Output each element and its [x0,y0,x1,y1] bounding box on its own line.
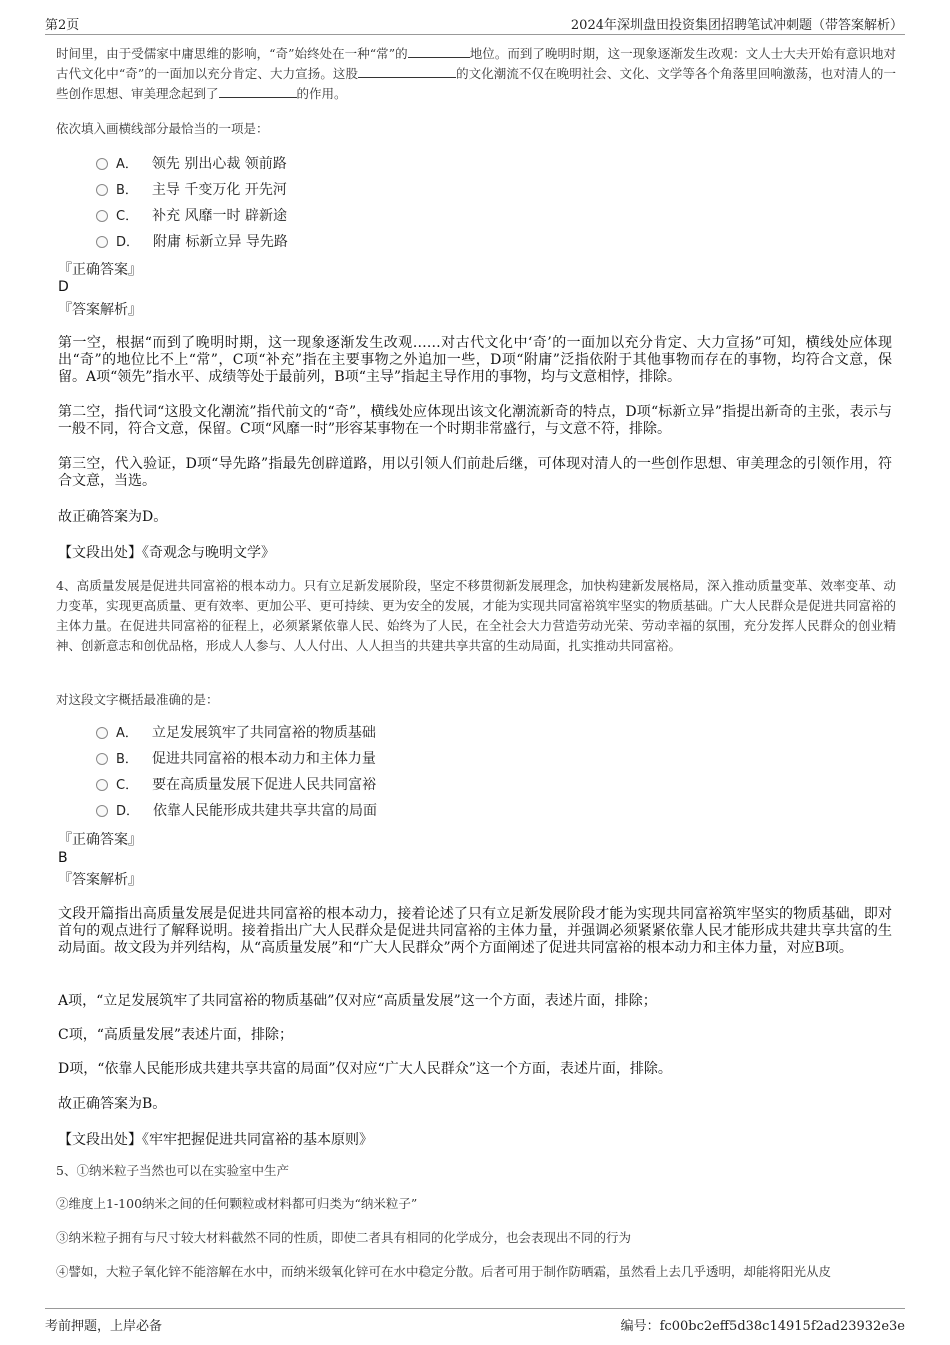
radio-icon[interactable] [96,727,108,739]
passage-source: 【文段出处】《奇观念与晚明文学》 [58,545,275,561]
page-number: 第2页 [45,18,80,33]
correct-answer-value: D [58,279,69,295]
fill-blank-1 [408,44,470,58]
q4-prompt: 对这段文字概括最准确的是： [56,692,219,707]
q3-stem: 时间里，由于受儒家中庸思维的影响，“奇”始终处在一种“常”的 地位。而到了晚明时期，这一现象逐渐发生改观：文人士大夫开始有意识地对古代文化中“奇”的一面加以充分肯定、大力宣扬。这股 的文化潮流不仅在晚明社会、文化、文学等各个角落里回响激荡，也对清人的一些创作思想、审美理念起到了 的作用。 [56,46,896,101]
analysis-paragraph: D项，“依靠人民能形成共建共享共富的局面”仅对应“广大人民群众”这一个方面，表述片面，排除。 [58,1061,672,1077]
answer-analysis-label: 『答案解析』 [58,302,142,318]
q3-option-c[interactable]: C． 补充 风靡一时 辟新途 [96,205,287,227]
radio-icon[interactable] [96,184,108,196]
q3-prompt: 依次填入画横线部分最恰当的一项是： [56,121,269,136]
q3-option-d[interactable]: D． 附庸 标新立异 导先路 [96,231,288,253]
analysis-paragraph: C项，“高质量发展”表述片面，排除； [58,1027,294,1043]
analysis-conclusion: 故正确答案为D。 [58,509,168,525]
analysis-paragraph: 第二空，指代词“这股文化潮流”指代前文的“奇”，横线处应体现出该文化潮流新奇的特点，D项“标新立异”指提出新奇的主张，表示与一般不同，符合文意，保留。C项“风靡一时”形容某事物在一个时期非常盛行，与文意不符，排除。 [58,404,892,437]
page-footer [45,1308,905,1337]
q5-sentence-4: ④譬如，大粒子氧化锌不能溶解在水中，而纳米级氧化锌可在水中稳定分散。后者可用于制作防晒霜，虽然看上去几乎透明，却能将阳光从皮 [56,1264,832,1279]
q3-option-b[interactable]: B． 主导 千变万化 开先河 [96,179,287,201]
radio-icon[interactable] [96,236,108,248]
q5-sentence-1: 5、①纳米粒子当然也可以在实验室中生产 [56,1163,289,1178]
footer-slogan: 考前押题，上岸必备 [45,1319,163,1334]
correct-answer-label: 『正确答案』 [58,832,142,848]
answer-analysis-label: 『答案解析』 [58,872,142,888]
q5-sentence-2: ②维度上1-100纳米之间的任何颗粒或材料都可归类为“纳米粒子” [56,1196,418,1211]
q4-option-c[interactable]: C． 要在高质量发展下促进人民共同富裕 [96,774,376,796]
fill-blank-3 [219,84,297,98]
analysis-conclusion: 故正确答案为B。 [58,1096,167,1112]
q4-option-a[interactable]: A． 立足发展筑牢了共同富裕的物质基础 [96,722,376,744]
q4-option-d[interactable]: D． 依靠人民能形成共建共享共富的局面 [96,800,377,822]
analysis-paragraph: 第三空，代入验证，D项“导先路”指最先创辟道路，用以引领人们前赴后继，可体现对清人的一些创作思想、审美理念的引领作用，符合文意，当选。 [58,456,892,489]
q5-sentence-3: ③纳米粒子拥有与尺寸较大材料截然不同的性质，即使二者具有相同的化学成分，也会表现出不同的行为 [56,1230,632,1245]
fill-blank-2 [358,64,456,78]
document-title: 2024年深圳盘田投资集团招聘笔试冲刺题（带答案解析） [570,18,903,33]
radio-icon[interactable] [96,779,108,791]
q3-option-a[interactable]: A． 领先 别出心裁 领前路 [96,153,287,175]
radio-icon[interactable] [96,210,108,222]
analysis-paragraph: 文段开篇指出高质量发展是促进共同富裕的根本动力，接着论述了只有立足新发展阶段才能为实现共同富裕筑牢坚实的物质基础，即对首句的观点进行了解释说明。接着指出广大人民群众是促进共同富裕的主体力量，并强调必须紧紧依靠人民才能形成共建共享共富的生动局面。故文段为并列结构，从“高质量发展”和“广大人民群众”两个方面阐述了促进共同富裕的根本动力和主体力量，对应B项。 [58,906,892,956]
radio-icon[interactable] [96,805,108,817]
q4-stem: 4、高质量发展是促进共同富裕的根本动力。只有立足新发展阶段，坚定不移贯彻新发展理念，加快构建新发展格局，深入推动质量变革、效率变革、动力变革，实现更高质量、更有效率、更加公平、更可持续、更为安全的发展，才能为实现共同富裕筑牢坚实的物质基础。广大人民群众是促进共同富裕的主体力量。在促进共同富裕的征程上，必须紧紧依靠人民、始终为了人民，在全社会大力营造劳动光荣、劳动幸福的氛围，充分发挥人民群众的创业精神、创新意志和创优品格，形成人人参与、人人付出、人人担当的共建共享共富的生动局面，扎实推动共同富裕。 [56,578,896,653]
passage-source: 【文段出处】《牢牢把握促进共同富裕的基本原则》 [58,1132,373,1148]
page-header [45,12,905,35]
document-id: 编号：fc00bc2eff5d38c14915f2ad23932e3e [620,1319,905,1334]
correct-answer-value: B [58,850,68,866]
analysis-paragraph: 第一空，根据“而到了晚明时期，这一现象逐渐发生改观……对古代文化中‘奇’的一面加以充分肯定、大力宣扬”可知，横线处应体现出“奇”的地位比不上“常”，C项“补充”指在主要事物之外追加一些，D项“附庸”泛指依附于其他事物而存在的事物，均符合文意，保留。A项“领先”指水平、成绩等处于最前列，B项“主导”指起主导作用的事物，均与文意相悖，排除。 [58,335,892,385]
radio-icon[interactable] [96,158,108,170]
q4-option-b[interactable]: B． 促进共同富裕的根本动力和主体力量 [96,748,376,770]
analysis-paragraph: A项，“立足发展筑牢了共同富裕的物质基础”仅对应“高质量发展”这一个方面，表述片面，排除； [58,993,657,1009]
radio-icon[interactable] [96,753,108,765]
correct-answer-label: 『正确答案』 [58,262,142,278]
